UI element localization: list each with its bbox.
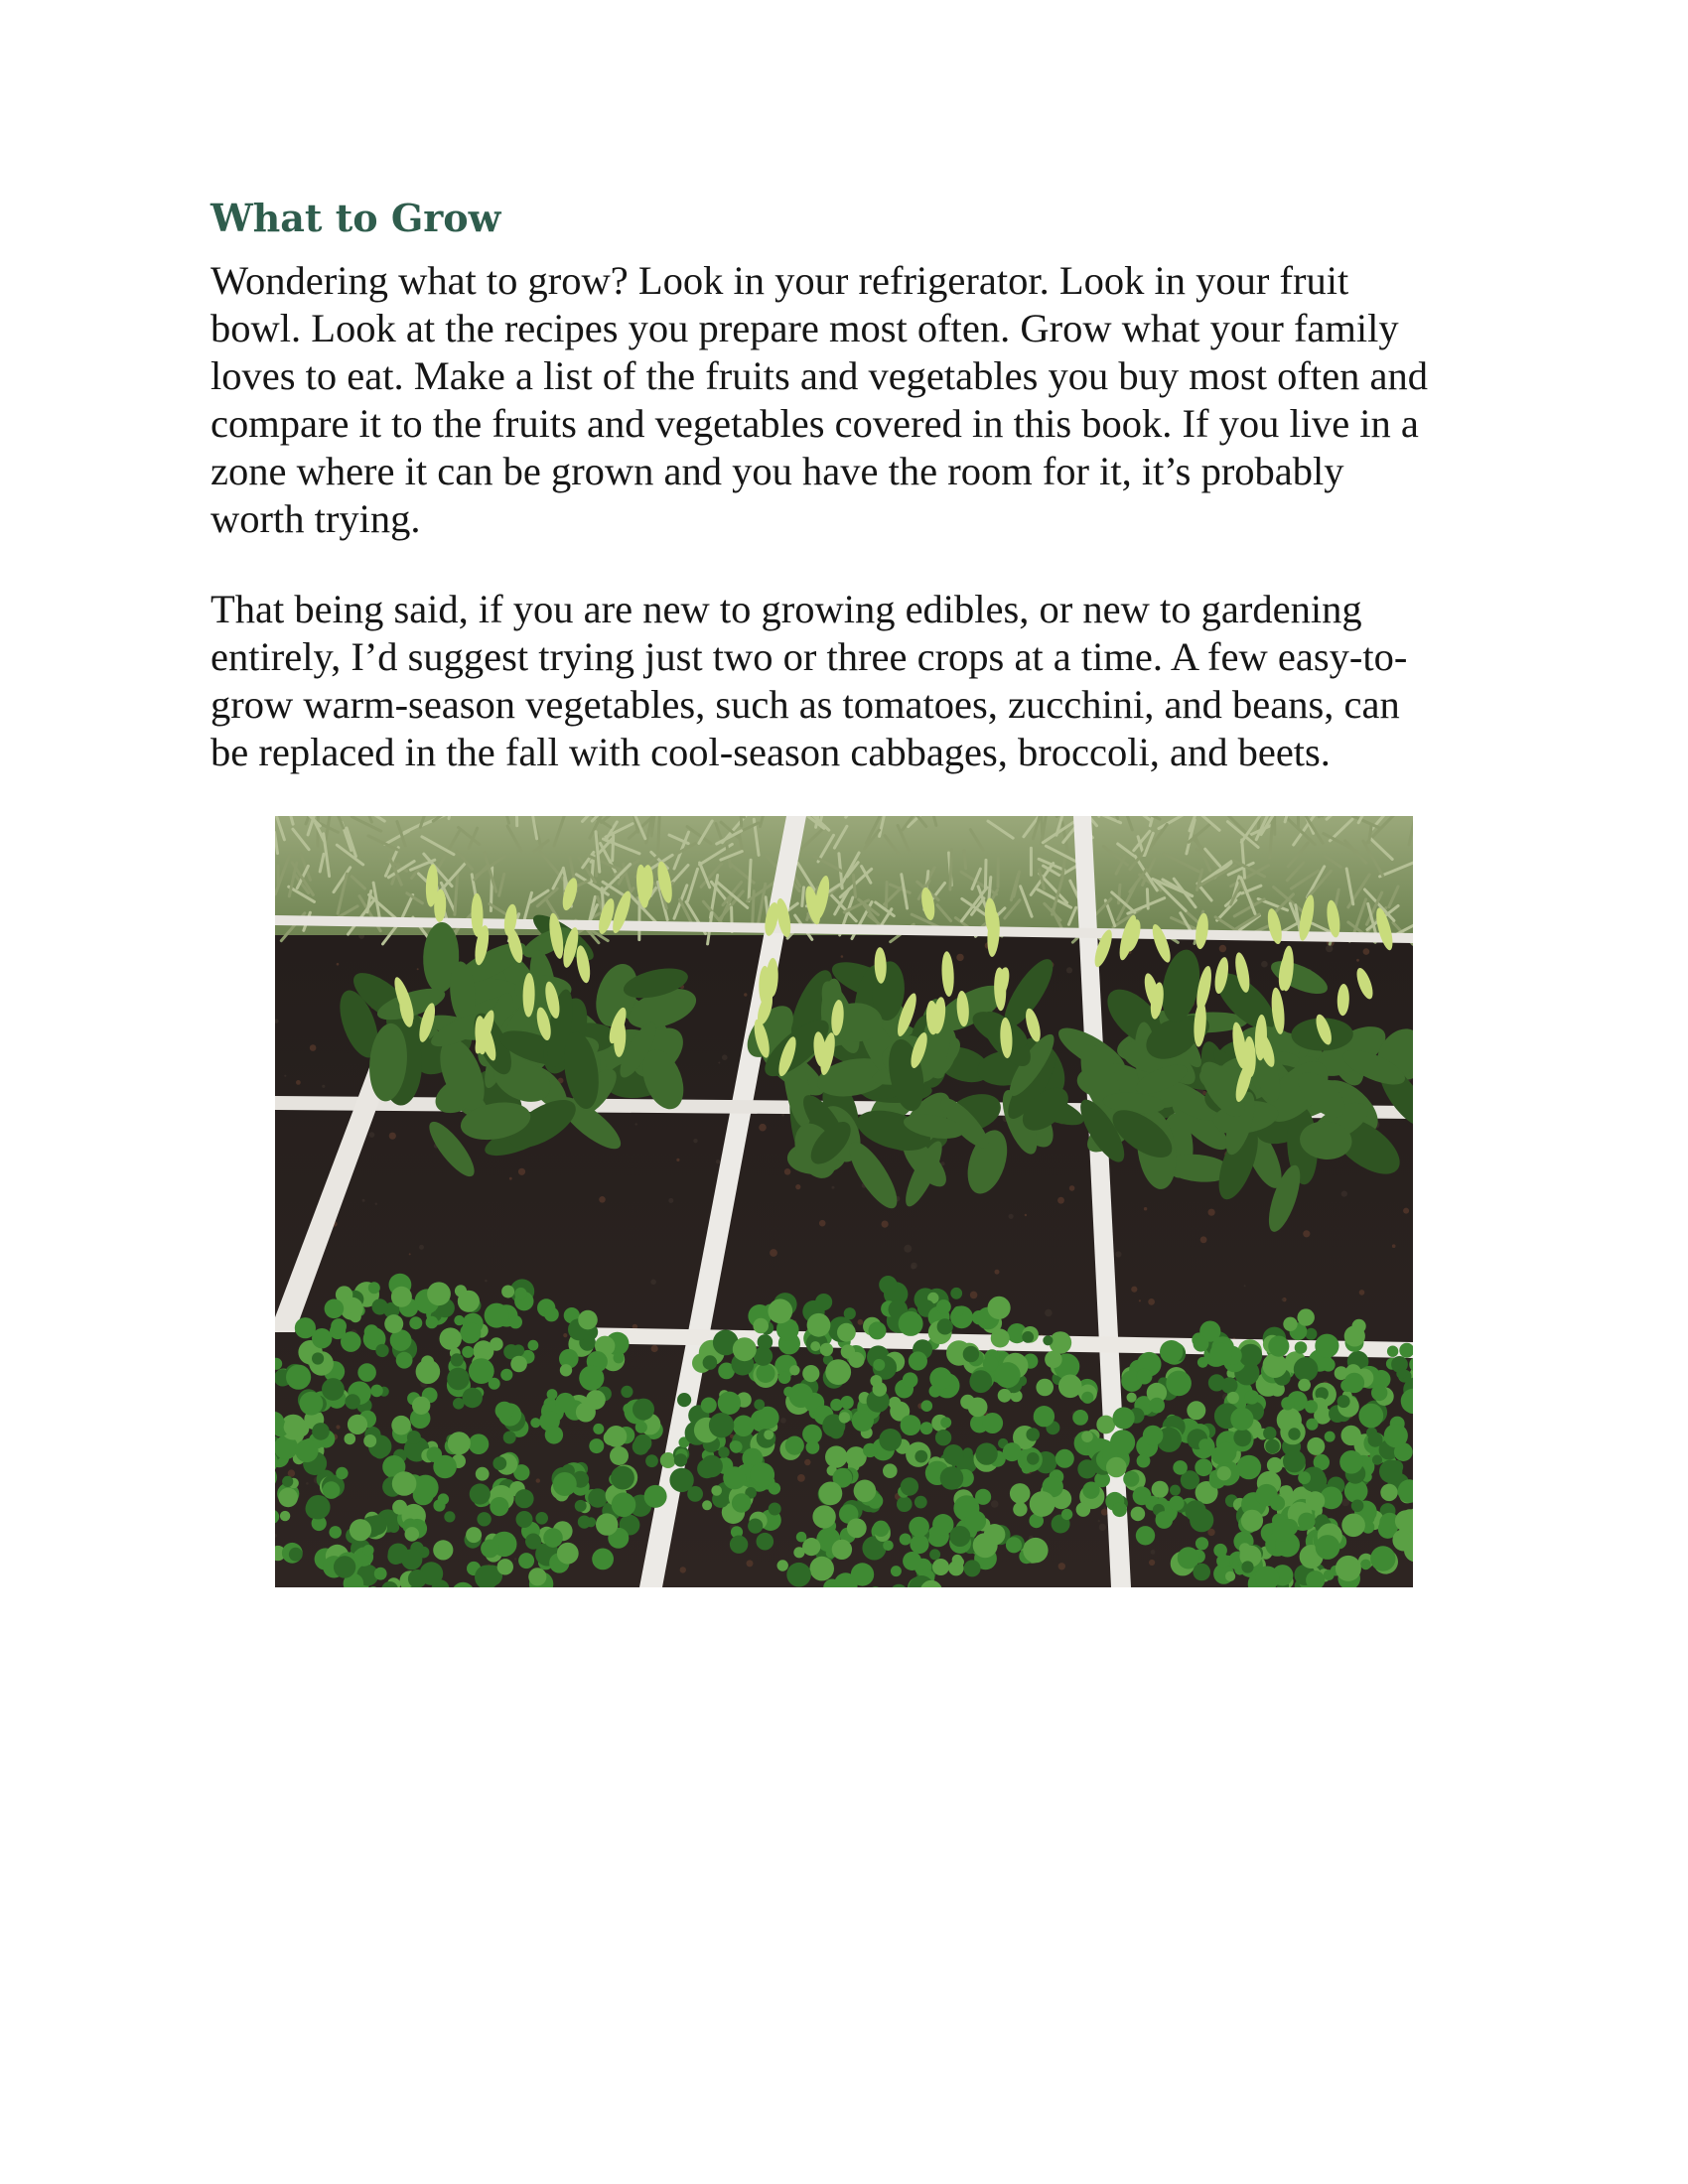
paragraph-line: entirely, I’d suggest trying just two or three crops at a time. A few easy-to- [211, 634, 1408, 679]
paragraph-line: That being said, if you are new to growing edibles, or new to gardening [211, 587, 1362, 631]
paragraph-2 [211, 586, 1501, 776]
paragraph-line: worth trying. [211, 496, 421, 541]
paragraph-line: Wondering what to grow? Look in your refrigerator. Look in your fruit [211, 258, 1349, 303]
paragraph-line: grow warm-season vegetables, such as tomatoes, zucchini, and beans, can [211, 682, 1400, 727]
paragraph-1 [211, 257, 1501, 543]
garden-grid-photo [275, 816, 1413, 1587]
square-foot-garden-illustration [275, 816, 1413, 1587]
paragraph-line: compare it to the fruits and vegetables covered in this book. If you live in a [211, 401, 1419, 446]
paragraph-line: zone where it can be grown and you have the room for it, it’s probably [211, 449, 1344, 493]
paragraph-line: loves to eat. Make a list of the fruits and vegetables you buy most often and [211, 353, 1428, 398]
paragraph-line: bowl. Look at the recipes you prepare most often. Grow what your family [211, 306, 1399, 350]
section-heading: What to Grow [211, 196, 501, 240]
paragraph-line: be replaced in the fall with cool-season cabbages, broccoli, and beets. [211, 730, 1331, 774]
